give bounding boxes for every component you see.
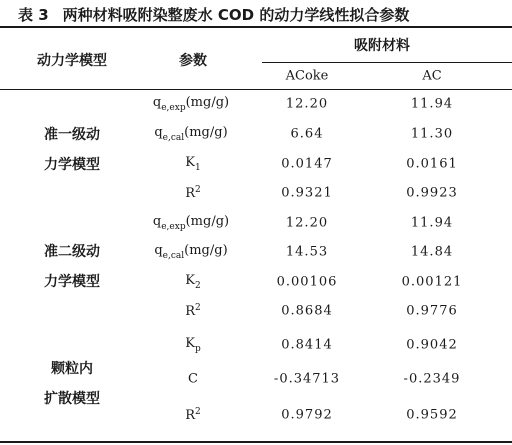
value-acoke: 12.20 <box>285 215 329 231</box>
group-ipd-line1: 颗粒内 <box>51 361 93 377</box>
param-qe-exp: $q_{e,exp}(mg/g)$ <box>152 214 230 232</box>
value-acoke: -0.34713 <box>273 371 341 387</box>
group-pso-line1: 准二级动 <box>44 244 100 260</box>
value-ac: 0.9776 <box>406 303 458 319</box>
value-ac: 0.9592 <box>406 407 458 423</box>
top-rule <box>0 26 512 28</box>
header-param: 参数 <box>179 53 207 69</box>
value-ac: 0.9042 <box>406 337 458 353</box>
value-acoke: 0.9321 <box>281 185 333 201</box>
value-acoke: 0.0147 <box>281 156 333 172</box>
header-ac: AC <box>422 68 442 84</box>
group-pso-line2: 力学模型 <box>44 274 100 290</box>
value-ac: 0.9923 <box>406 185 458 201</box>
param-r2: $R^2$ <box>185 184 201 202</box>
param-r2: $R^2$ <box>185 302 201 320</box>
param-k1: $K_1$ <box>185 155 201 173</box>
table-caption <box>18 4 409 25</box>
header-adsorbent: 吸附材料 <box>354 38 410 54</box>
group-pfo-line2: 力学模型 <box>44 157 100 173</box>
header-acoke: ACoke <box>285 68 329 84</box>
group-pso-label <box>44 237 100 297</box>
value-ac: 11.94 <box>410 215 454 231</box>
value-acoke: 6.64 <box>290 126 324 142</box>
value-acoke: 0.8414 <box>281 337 333 353</box>
header-bottom-rule <box>0 89 512 90</box>
value-ac: 0.00121 <box>401 274 463 290</box>
value-acoke: 0.9792 <box>281 407 333 423</box>
value-ac: 14.84 <box>410 244 454 260</box>
group-ipd-line2: 扩散模型 <box>44 391 100 407</box>
value-acoke: 0.8684 <box>281 303 333 319</box>
value-acoke: 14.53 <box>285 244 329 260</box>
param-kp: $K_p$ <box>185 336 201 354</box>
group-header-rule <box>262 62 512 63</box>
group-pfo-label <box>44 120 100 180</box>
table-title: 两种材料吸附染整废水 COD 的动力学线性拟合参数 <box>62 6 410 24</box>
param-qe-cal: $q_{e,cal}(mg/g)$ <box>154 125 228 143</box>
param-qe-cal: $q_{e,cal}(mg/g)$ <box>154 243 228 261</box>
param-k2: $K_2$ <box>185 273 201 291</box>
value-acoke: 0.00106 <box>276 274 338 290</box>
value-ac: -0.2349 <box>403 371 461 387</box>
group-pfo-line1: 准一级动 <box>44 127 100 143</box>
param-qe-exp: $q_{e,exp}(mg/g)$ <box>152 95 230 113</box>
value-acoke: 12.20 <box>285 96 329 112</box>
table-number: 表 3 <box>18 6 49 24</box>
value-ac: 0.0161 <box>406 156 458 172</box>
bottom-rule <box>0 441 512 443</box>
group-ipd-label <box>44 354 100 414</box>
param-r2: $R^2$ <box>185 406 201 424</box>
value-ac: 11.94 <box>410 96 454 112</box>
param-c: C <box>188 371 198 387</box>
header-model: 动力学模型 <box>37 53 107 69</box>
value-ac: 11.30 <box>410 126 454 142</box>
